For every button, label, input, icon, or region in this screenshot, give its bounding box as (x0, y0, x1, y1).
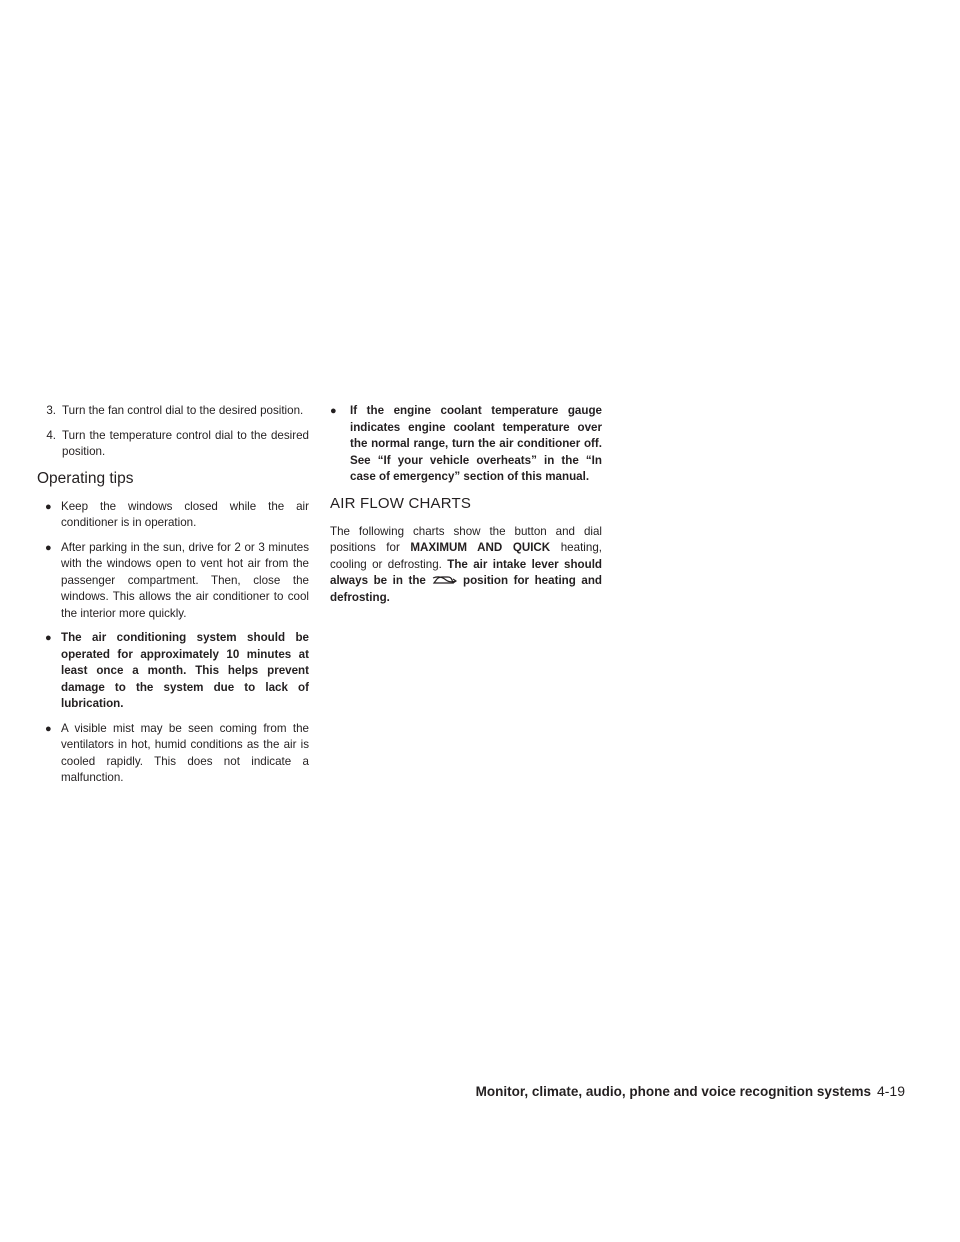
page-number: 4-19 (876, 1083, 905, 1099)
step-text: Turn the fan control dial to the desired position. (62, 404, 304, 417)
tip-text: A visible mist may be seen coming from the ventilators in hot, humid conditions as the air is cooled rapidly. This does not indicate a malfunction. (61, 721, 309, 784)
bullet-icon: ● (45, 541, 52, 554)
tip-item (37, 499, 309, 532)
tip-item (330, 403, 602, 486)
section-title: Monitor, climate, audio, phone and voice recognition systems (475, 1084, 871, 1099)
tip-text: Keep the windows closed while the air conditioner is in operation. (61, 499, 309, 529)
air-flow-text: heating, cooling or defrosting. (330, 541, 602, 571)
tip-item (37, 540, 309, 623)
step-number: 3. (46, 404, 56, 417)
step-item (37, 403, 309, 420)
outside-air-icon (431, 574, 457, 586)
step-number: 4. (46, 428, 56, 442)
bullet-icon: ● (330, 405, 337, 417)
warning-tip-text: If the engine coolant temperature gauge indicates engine coolant temperature over the normal range, turn the air conditioner off. See “If your vehicle overheats” in the “In case of emergency” section of this manual. (350, 404, 602, 483)
air-flow-charts-heading: AIR FLOW CHARTS (330, 494, 472, 512)
tip-text-bold: The air conditioning system should be operated for approximately 10 minutes at least once a month. This helps prevent damage to the system due to lack of lubrication. (61, 631, 309, 710)
left-column (37, 403, 309, 795)
bullet-icon: ● (45, 500, 52, 513)
bullet-icon: ● (45, 632, 52, 644)
air-flow-bold-text: position for heating and defrosting. (330, 574, 602, 604)
step-text: Turn the temperature control dial to the desired position. (62, 428, 309, 458)
tip-item (37, 721, 309, 787)
bullet-icon: ● (45, 722, 52, 735)
operating-tips-heading: Operating tips (37, 469, 134, 487)
step-item (37, 428, 309, 461)
air-flow-paragraph (330, 524, 602, 607)
page-footer (476, 1083, 905, 1099)
air-flow-bold-text: The air intake lever should always be in the (330, 557, 602, 587)
air-flow-bold-text: MAXIMUM AND QUICK (410, 541, 551, 554)
air-flow-text: The following charts show the button and dial positions for (330, 524, 602, 554)
right-column (330, 403, 602, 606)
tip-item (37, 630, 309, 713)
tip-text: After parking in the sun, drive for 2 or 3 minutes with the windows open to vent hot air from the passenger compartment. Then, close the windows. This allows the air conditioner to cool the interior more quickly. (61, 540, 309, 620)
